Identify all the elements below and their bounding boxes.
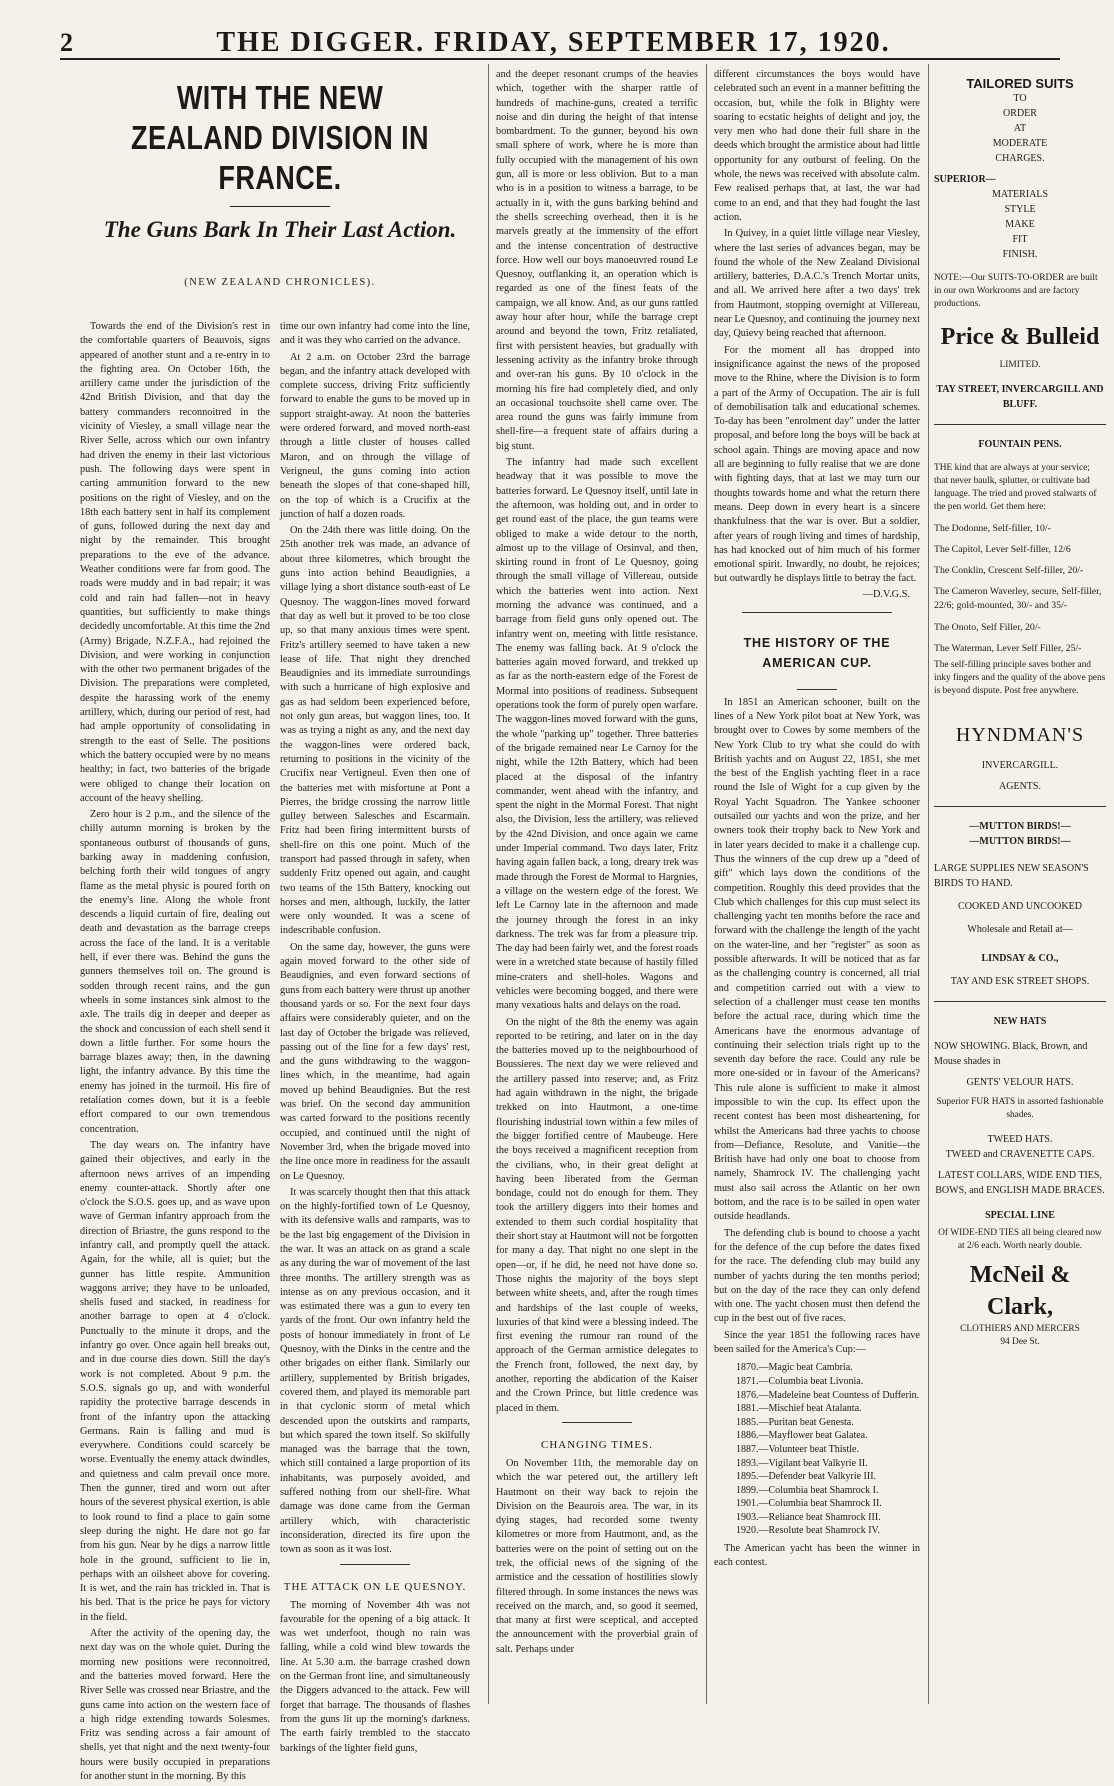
section-rule (797, 689, 837, 690)
section-rule (742, 612, 892, 613)
ad-line: TWEED and CRAVENETTE CAPS. (945, 1149, 1095, 1160)
list-item: 1871.—Columbia beat Livonia. (736, 1375, 864, 1387)
article-subhead: The Guns Bark In Their Last Action. (103, 217, 457, 242)
ad-line: Of WIDE-END TIES all being cleared now at 2/6 each. Worth nearly double. (938, 1228, 1102, 1251)
article-paragraph: On the same day, however, the guns were again moved forward to the other side of Beaudignies, and even forward sections of guns from each battery were thrust up another thousand yards or so. For the next four days affairs were considerably quieter, and on the last day of October the brigade was relieved, passing out of the line for a few days' rest, and the guns withdrawing to the waggon-lines which, in the meantime, had again moved up behind Beaudignies. But the rest was brief. On the second day ammunition was carted forward to the positions recently occupied, and continued until the night of November 3rd, when the brigade moved into the line once more in readiness for the assault on Le Quesnoy. (280, 941, 470, 1182)
ad-firm-name: Price & Bulleid (940, 324, 1100, 350)
ad-line: MATERIALS (991, 189, 1049, 200)
ad-intro: THE kind that are always at your service; that never baulk, splutter, or cultivate bad language. The tried and proved stalwarts of the pen world. Get them here: (934, 463, 1097, 512)
ad-divider (934, 806, 1106, 807)
list-item: 1901.—Columbia beat Shamrock II. (736, 1498, 882, 1510)
article-paragraph: On the night of the 8th the enemy was again reported to be retiring, and later on in the day the batteries moved up to the neighbourhood of Boussieres. The next day we were relieved and the artillery passed into reserve; and, as Fritz had again withdrawn in the night, the brigade trekked on into Hautmont, a one-time flourishing industrial town within a few miles of the bigger fortified centre of Maubeuge. Here the boys received a magnificent reception from the civilians, who, in their great delight at having been liberated from the German bondage, could not do enough for them. They took the artillery diggers into their homes and extended to them such cordial hospitality that their short stay at Hautmont will not be forgotten for many a day. That night no one slept in the open—or, if he did, he need not have done so. Those nights the majority of the boys slept between white sheets, and, after the rough times and hardships of the last couple of weeks, luxuries of that kind were a blessing indeed. The first evening the rumour ran round of the approach of the German armistice delegates to the French front, followed, the next day, by another, reporting the abdication of the Kaiser and the Crown Prince, but little credence was placed in them. (496, 1016, 698, 1414)
list-item: The Conklin, Crescent Self-filler, 20/- (934, 565, 1084, 576)
article-paragraph: On the 24th there was little doing. On the 25th another trek was made, an advance of about three kilometres, which brought the guns into action behind Beaudignies, a village lying a short distance south-east of Le Quesnoy. The waggon-lines moved forward that day as well but it proved to be too close up, so that many anxious times were spent. Fritz's artillery seemed to have taken a new lease of life. That night they drenched Beaudignies and its immediate surroundings with such a hurricane of high explosive and gas as had seldom been experienced before, not only gun areas, but waggon lines, too. It was as trying a night as any, and the next day the waggon-lines were ordered back, returning to positions in the vicinity of the Crucifix near Vertigneul. Even then one of the batteries met with misfortune at Pont a Pierres, the bridge crossing the narrow little gulley between Salesches and Escarmain. Fritz had been firing intermittent bursts of shell-fire on this one point. Much of the transport had passed through in safety, when suddenly Fritz opened out again, and caught two teams of the 15th Battery, knocking out horses and men, although, luckily, the latter were only wounded. It was a scene of indescribable confusion. (280, 525, 470, 937)
list-item: 1885.—Puritan beat Genesta. (736, 1416, 854, 1428)
article-paragraph: time our own infantry had come into the line, and it was they who carried on the advance. (280, 321, 470, 347)
ad-line: COOKED AND UNCOOKED (958, 901, 1082, 912)
cup-winners-list (714, 1361, 920, 1538)
article-inner-columns (80, 320, 480, 1786)
ad-line: FIT (1012, 234, 1028, 245)
section-rule (562, 1422, 632, 1423)
ad-firm-name: LINDSAY & CO., (981, 953, 1059, 964)
list-item: The Waterman, Lever Self Filler, 25/- (934, 643, 1082, 654)
article-paragraph: The defending club is bound to choose a yacht for the defence of the cup before the dates fixed for the race. The defending club may build any number of yachts during the ten months period; but on the day of the race they can only defend with one. The yacht chosen must then defend the cup in the best out of five races. (714, 1227, 920, 1325)
article-paragraph: After the activity of the opening day, the next day was on the whole quiet. During the morning new positions were reconnoitred, and the batteries moved forward. Here the River Selle was crossed near Briastre, and the guns came into action on the western face of a high ridge extending towards Solesmes. Fritz was sending across a fair amount of shells, yet that night and the next twenty-four hours were busily occupied in preparations for another stunt in the morning. By this (80, 1628, 270, 1782)
ad-address: TAY AND ESK STREET SHOPS. (950, 976, 1090, 987)
article-paragraph: Zero hour is 2 p.m., and the silence of the chilly autumn morning is broken by the spontaneous outburst of thousands of guns, barking away in maddening confusion, belching forth their wild tongues of angry flame as the metal physic is poured forth on the enemy's line. Along the whole front descends a liquid curtain of fire, dealing out death and devastation as the barrage creeps across the face of the land. It is a veritable hell, if ever there was. Behind the guns the gunners themselves toil on. The ground is sodden through recent rains, and the gun wheels in some instances sink almost to the axle. The trails dig in deeper and deeper as the shock and concussion of each shell send it down a little further. For some hours the barrage blazes away; then, in the dawning light, the infantry advance. By this time the enemy has joined in the turmoil. His fire of retaliation comes down, but it is a feeble effort compared to our own tremendous concentration. (80, 809, 270, 1135)
ad-line: MODERATE (992, 138, 1048, 149)
ad-footer: The self-filling principle saves bother and inky fingers and the quality of the above pens is beyond dispute. Post free anywhere. (934, 660, 1106, 696)
ad-line: LATEST COLLARS, WIDE END TIES, BOWS, and ENGLISH MADE BRACES. (935, 1170, 1105, 1196)
article-paragraph: Towards the end of the Division's rest in the comfortable quarters of Beauvois, signs appeared of another stunt and a re-entry in to the fighting area. On October 16th, the artillery came under the jurisdiction of the 42nd British Division, and that day the battery commanders reconnoitred in the vicinity of Viesley, a small village near the River Selle, across which our own infantry had driven the enemy in their last victorious push. The following days were spent in carting ammunition forward to the new positions on the right of Viesley, and on the 18th each battery sent in half its complement of guns, followed during the next day and night by the remainder. This brought preparations to the eve of the advance. Weather conditions were far from good. The roads were muddy and in bad repair; it was cold and rain had fallen—not in heavy quantities, but sufficiently to make things decidedly uncomfortable. At this time the 2nd (Army) Brigade, N.Z.F.A., had rejoined the Division, and were working in conjunction with the other two permanent brigades of the Division. The preparations were completed, despite the harassing work of the enemy artillery, which, during our period of rest, had had ample opportunity of consolidating in strength to the east of Selle. The positions which the battery occupied were by no means healthy; in fact, two batteries of the brigade were obliged to change their location on account of the heavy shelling. (80, 321, 270, 804)
article-paragraph: In Quivey, in a quiet little village near Viesley, where the last series of advances began, may be found the whole of the New Zealand Divisional artillery, batteries, D.A.C.'s Trench Mortar units, and all. We arrived here after a two days' trek from Hautmont, stopping overnight at Villereau, near Le Quesnoy, and continuing the journey next day, Quievy being reached that afternoon. (714, 228, 920, 340)
ad-title: —MUTTON BIRDS!— (969, 821, 1071, 832)
ad-line: TO (1013, 93, 1027, 104)
advertisements-column (934, 68, 1106, 1349)
article-text-column-a (80, 320, 270, 1786)
article-paragraph: The American yacht has been the winner in each contest. (714, 1543, 920, 1569)
article-paragraph: In 1851 an American schooner, built on the lines of a New York pilot boat at New York, was brought over to Cowes by some members of the New York Club to try what she could do with British yachts and on August 22, 1851, she met the best of the English yachting fleet in a race round the Isle of Wight for a cup given by the Royal Yacht Squadron. The Yankee schooner outsailed our yachts and won the prize, and her owners took their trophy back to New York and in later years decided to make it a challenge cup. Thus the winners of the cup drew up a "deed of gift" which lays down the conditions of the competition. Roughly this deed provides that the Club which challenges for this cup must select its challenging yacht ten months before the race and forward with the challenge the length of the yacht on the water-line, and her "register" as soon as possible afterwards. It will be noticed that as far as the challenging country is concerned, all trial and competition carried out with a view to selection of a challenger must cease ten months before the actual race, during which time the Americans have the enormous advantage of continuing their selection trials right up to the seventh day before the race. Could any rule be more one-sided or in favour of the Americans? This rule alone is sufficient to make it almost impossible to win the cup. Its effect upon the recent contest has been most disheartening, for whilst the Americans had three yachts to choose from—Defiance, Resolute, and Vanitie—the British have had only one boat to choose from namely, Shamrock IV. The challenging yacht must also sail across the Atlantic on her own bottom, and the race is to be sailed in open water outside headlands. (714, 696, 920, 1223)
article-text-column-d (714, 68, 920, 1708)
ad-line: MAKE (1005, 219, 1035, 230)
list-item: The Dodonne, Self-filler, 10/- (934, 523, 1051, 534)
article-text-column-c (496, 68, 698, 1708)
article-paragraph: For the moment all has dropped into insignificance against the news of the proposed move to the Rhine, where the Division is to form a part of the Army of Occupation. The air is full of demobilisation talk and educational schemes. To-day has been "enrolment day" under the latter proposal, and before long the boys will be back at school again. Things are moving apace and now all are beginning to fully realise that we are done with fighting days, that at last we may turn our thoughts towards home and what the return there means. Deep down in every heart is a sincere thankfulness that the war is over. But a soldier, after years of rough living and times of hardship, has had knocked out of him much of his former emotional spirit. Inwardly, no doubt, he rejoices; but outwardly he displays little to betray the fact. (714, 344, 920, 585)
pen-list (934, 518, 1106, 659)
list-item: 1920.—Resolute beat Shamrock IV. (736, 1525, 880, 1537)
article-text-column-b (280, 320, 470, 1786)
ad-line: ORDER (1003, 108, 1037, 119)
list-item: The Capitol, Lever Self-filler, 12/6 (934, 544, 1071, 555)
list-item: 1903.—Reliance beat Shamrock III. (736, 1511, 881, 1523)
column-rule (488, 64, 489, 1704)
ad-title: FOUNTAIN PENS. (978, 439, 1062, 450)
masthead (60, 28, 1060, 60)
ad-divider (934, 1001, 1106, 1002)
page-number: 2 (60, 28, 73, 57)
ad-line: TWEED HATS. (987, 1134, 1053, 1145)
list-item: 1887.—Volunteer beat Thistle. (736, 1443, 859, 1455)
ad-address: 94 Dee St. (1000, 1337, 1040, 1347)
list-item: 1895.—Defender beat Valkyrie III. (736, 1471, 877, 1483)
ad-line: GENTS' VELOUR HATS. (966, 1077, 1074, 1088)
ad-title: —MUTTON BIRDS!— (969, 836, 1071, 847)
ad-mutton-birds (934, 819, 1106, 989)
ad-firm-name: HYNDMAN'S (955, 724, 1085, 746)
ad-divider (934, 424, 1106, 425)
list-item: 1876.—Madeleine beat Countess of Dufferin. (736, 1389, 920, 1401)
ad-line: LIMITED. (999, 360, 1041, 370)
ad-line: SPECIAL LINE (985, 1210, 1055, 1221)
list-item: The Cameron Waverley, secure, Self-filler, 22/6; gold-mounted, 30/- and 35/- (934, 586, 1102, 611)
ad-line: STYLE (1004, 204, 1036, 215)
article-paragraph: At 2 a.m. on October 23rd the barrage began, and the infantry attack developed with complete success, driving Fritz sufficiently forward to enable the guns to be moved up in support straight-away. At noon the batteries were ordered forward, and moved north-east through a little cluster of houses called Maron, and on through the village of Verigneul, the guns coming into action beneath the slopes of that cone-shaped hill, on the top of which is a Crucifix at the junction of half a dozen roads. (280, 351, 470, 520)
column-rule (706, 64, 707, 1704)
article-headline: WITH THE NEW ZEALAND DIVISION IN FRANCE. (131, 79, 429, 196)
ad-line: CLOTHIERS AND MERCERS (960, 1324, 1080, 1334)
column-rule (928, 64, 929, 1704)
list-item: 1870.—Magic beat Cambria. (736, 1362, 853, 1374)
article-paragraph: and the deeper resonant crumps of the heavies which, together with the sharper rattle of hundreds of machine-guns, created a terrific noise and din during the height of that intense bombardment. To the gunner, beyond his own small sphere of work, where he is more than fully occupied with the management of his own gun, all is more or less oblivion. But to a man who is in a position to witness a barrage, to be actually in it, with the guns barking behind and the shells screeching overhead, then it is he marvels greatly at the immensity of the effort and the intense concentration of destructive force. How well our boys manoeuvred round Le Quesnoy, outflanking it, an operation which is regarded as one of the finest feats of the campaign, we all know. And, as our guns rattled away hour after hour, while the barrage crept around and beyond the town, Fritz retaliated, first with persistent heavies, but gradually with lessening activity as the infantry broke through and over-ran his guns. By 10 o'clock in the morning his fire had completely died, and only an occasional touchsoite shell came over. The area round the guns was fairly immune from shell-fire—a frequent state of affairs during a big stunt. (496, 69, 698, 452)
article-paragraph: The day wears on. The infantry have gained their objectives, and early in the afternoon news arrives of an impending enemy counter-attack. Shortly after one o'clock the S.O.S. goes up, and as wave upon wave of German infantry approach from the direction of Briastre, the guns respond to the infantry call, and promptly quell the attack. Again, for the while, all is quiet; but the gunner has little respite. Ammunition waggons arrive; they have to be unloaded, shells fused and stacked, in readiness for another barrage to open at 4 o'clock. Punctually to the minute it drops, and the infantry go over. Once again hell breaks out, and in due course dies down. Still the day's work is not completed. About 9 p.m. the S.O.S. signals go up, and with wonderful rapidity the protective barrage descends in front of the infantry upon the attacking Germans. Rain is falling and mud is everywhere. Conditions could scarcely be worse. Eventually the enemy attack dwindles, and quietness and calm prevail once more. Then the gunner, tired and worn out after hours of the severest physical exertion, is able to look round to find a place to gain some sleep during the night. He dare not go far from his gun. Near by he digs a narrow little hole in the ground, sufficient to lie in, perhaps with an oilsheet above for covering. It is wet, and the rain has trickled in. That is his bed. That is the price he pays for victory in the field. (80, 1139, 270, 1623)
article-signoff: —D.V.G.S. (862, 588, 910, 600)
section-title-changing-times: CHANGING TIMES. (541, 1438, 653, 1451)
ad-tailored-suits (934, 76, 1106, 412)
list-item: 1886.—Mayflower beat Galatea. (736, 1430, 868, 1442)
article-paragraph: The infantry had made such excellent headway that it was possible to move the batteries forward. Le Quesnoy itself, until late in the afternoon, was holding out, and in order to get round east of the place, the gun teams were obliged to make a wide detour to the north, almost up to the village of Orsinval, and then, skirting round in front of Le Quesnoy, going through the small village of Villereau, outside which the batteries went into action. Next morning the advance was continued, and a barrage from field guns only opened out. The infantry went on, meeting with little resistance. The enemy was falling back. At 9 o'clock the batteries again moved forward, and trekked up as far as the north-eastern edge of the Forest de Mormal into positions of readiness. Subsequent operations took the form of purely open warfare. The waggon-lines moved forward with the guns, the whole "parking up" together. Three batteries of the brigade remained near Le Carnoy for the night, while the 12th Battery, which had been placed at the disposal of the infantry commander, went ahead with the infantry, and spent the night in the Mormal Forest. That night also, the Division, less the artillery, was relieved by the 42nd Division, and once again we came under Imperial command. Two days later, Fritz having again fallen back, a long, dreary trek was made through the Forest de Mormal to Hargnies, a village on the western edge of the forest. We left Le Carnoy late in the afternoon and made the journey through the forest in an inky darkness. The trek was far from a pleasure trip. The day had been fairly wet, and the forest roads were in a wretched state because of hastily filled mine-craters and shell-holes. Wagons and vehicles were becoming bogged, and there were many vexatious halts and delays on the road. (496, 457, 698, 1012)
section-title-attack: THE ATTACK ON LE QUESNOY. (283, 1580, 467, 1593)
cup-article-title: THE HISTORY OF THE AMERICAN CUP. (743, 635, 891, 670)
list-item: The Onoto, Self Filler, 20/- (934, 622, 1041, 633)
article-paragraph: different circumstances the boys would have celebrated such an event in a manner befitting the occasion, but, while the folk in Blighty were soaring to ecstatic heights of delight and joy, the very men who had done their full share in the deeds which brought the armistice about had little opportunity for any outburst of feeling. On the whole, the news was received with absolute calm. Few realised perhaps that, at last, the war had come to an end, and that they had fought the last action. (714, 69, 920, 223)
list-item: 1893.—Vigilant beat Valkyrie II. (736, 1457, 868, 1469)
section-rule (340, 1564, 410, 1565)
ad-line: AT (1013, 123, 1027, 134)
ad-line: SUPERIOR— (934, 174, 996, 185)
ad-line: CHARGES. (995, 153, 1045, 164)
ad-line: Superior FUR HATS in assorted fashionable shades. (936, 1097, 1104, 1120)
article-credit: (NEW ZEALAND CHRONICLES). (184, 277, 376, 288)
ad-address: TAY STREET, INVERCARGILL AND BLUFF. (936, 384, 1104, 410)
ad-line: INVERCARGILL. (981, 760, 1059, 771)
article-paragraph: It was scarcely thought then that this attack on the highly-fortified town of Le Quesnoy, with its defensive walls and ramparts, was to be the last big engagement of the Division in the war. It was an attack on as grand a scale as any during the war of movement of the last three months. The artillery strength was as intense as on any previous occasion, and it was estimated there was a gun to every ten yards of the front. Our own infantry held the posts of honour immediately in front of Le Quesnoy, with the Dinks in the centre and the other brigades on either flank. Similarly our artillery, supplemented by British brigades, covered them, and played its memorable part in that cyclonic storm of metal which descended upon the outskirts and ramparts, but which spared the town itself. So skilfully managed was the barrage that the town, which still contained a large proportion of its inhabitants, was purposely avoided, and suffered nothing from our shell-fire. What damage was done came from the German artillery which, with characteristic inconsideration, directed its fire upon the town as soon as it was lost. (280, 1186, 470, 1556)
newspaper-masthead: THE DIGGER. FRIDAY, SEPTEMBER 17, 1920. (216, 27, 891, 58)
article-paragraph: On November 11th, the memorable day on which the war petered out, the artillery left Hautmont on their way back to rejoin the Division on the Beaurois area. The war, in its dying stages, had recorded some twenty kilometres or more from Hautmont, and, as the batteries were on the point of setting out on the trek, the official news of the signing of the armistice and the cessation of hostilities slowly filtered through. In some instances the news was received on the march, and, so good it seemed, that many at first were sceptical, and accepted the announcement with the proverbial grain of salt. Perhaps under (496, 1457, 698, 1655)
list-item: 1899.—Columbia beat Shamrock I. (736, 1484, 879, 1496)
article-paragraph: Since the year 1851 the following races have been sailed for the America's Cup:— (714, 1329, 920, 1356)
ad-line: AGENTS. (999, 781, 1041, 792)
ad-line: FINISH. (1002, 249, 1038, 260)
ad-line: NOW SHOWING. Black, Brown, and Mouse shades in (934, 1041, 1088, 1067)
ad-firm-name: McNeil & Clark, (969, 1262, 1071, 1320)
ad-line: TAILORED SUITS (966, 76, 1074, 91)
ad-title: NEW HATS (993, 1016, 1047, 1027)
ad-note: NOTE:—Our SUITS-TO-ORDER are built in our own Workrooms and are factory productions. (934, 273, 1098, 309)
headline-rule (230, 206, 330, 207)
ad-fountain-pens (934, 437, 1106, 794)
article-paragraph: The morning of November 4th was not favourable for the opening of a big attack. It was wet underfoot, though no rain was falling, while a cold wind blew towards the line. At 5.30 a.m. the barrage crashed down on the German front line, and simultaneously the Diggers advanced to the attack. Few will forget that barrage. The thousands of flashes from the guns lit up the morning's darkness. The earth fairly trembled to the staccato barkings of the lighter field guns, (280, 1599, 470, 1754)
list-item: 1881.—Mischief beat Atalanta. (736, 1403, 862, 1415)
ad-new-hats (934, 1014, 1106, 1349)
ad-body: LARGE SUPPLIES NEW SEASON'S BIRDS TO HAND. (934, 863, 1089, 889)
article-column-main (80, 68, 480, 1782)
ad-line: Wholesale and Retail at— (967, 924, 1073, 935)
